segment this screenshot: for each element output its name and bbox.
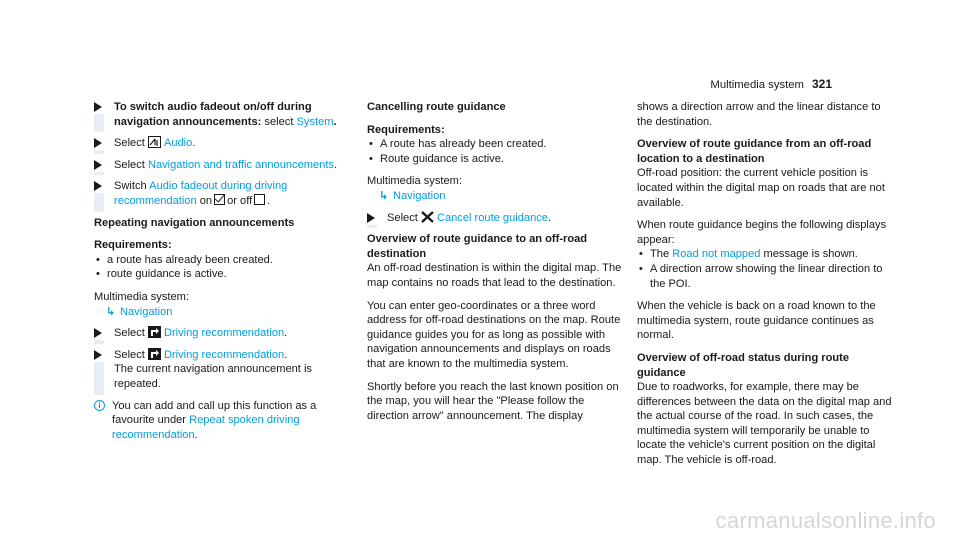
list-item: • a route has already been created. bbox=[96, 253, 273, 266]
section-heading-offroad-location: Overview of route guidance from an off-road location to a destination bbox=[637, 138, 872, 165]
paragraph: Shortly before you reach the last known position on the map, you will hear the "Please follow the direction arrow" announcement. The display bbox=[367, 380, 619, 422]
section-heading-offroad-dest: Overview of route guidance to an off-road destination bbox=[367, 233, 588, 260]
paragraph: Due to roadworks, for example, there may be differences between the data on the digital map and the actual course of the road. In such cases, the multimedia system will temporarily be unable to locate the vehicle's current position on the digital map. The vehicle is off-road. bbox=[637, 381, 892, 467]
column-3 bbox=[637, 100, 899, 468]
step-arrow-icon bbox=[94, 350, 102, 360]
step-arrow-icon bbox=[367, 213, 375, 223]
list-item: • A route has already been created. bbox=[369, 138, 547, 151]
list-item: • Route guidance is active. bbox=[369, 152, 504, 165]
section-heading-offroad-status: Overview of off-road status during route guidance bbox=[637, 351, 850, 379]
step-cancel-route: Select Cancel route guidance. bbox=[367, 211, 625, 226]
driving-recommendation-link-2[interactable]: Driving recommendation bbox=[163, 348, 285, 361]
cancel-route-link[interactable]: Cancel route guidance bbox=[436, 211, 548, 224]
column-1 bbox=[94, 100, 349, 442]
path-arrow-icon: ↳ bbox=[106, 305, 116, 318]
step-arrow-icon bbox=[94, 102, 102, 112]
road-not-mapped-link[interactable]: Road not mapped bbox=[672, 248, 761, 261]
paragraph: An off-road destination is within the digital map. The map contains no roads that lead to the destination. bbox=[367, 262, 622, 289]
info-icon: i bbox=[94, 400, 105, 411]
navigation-link[interactable]: Navigation bbox=[120, 305, 173, 318]
cancel-x-icon bbox=[421, 211, 434, 223]
audio-note-icon bbox=[148, 136, 161, 148]
step-select-driving-rec: Select Driving recommendation. bbox=[94, 326, 349, 341]
step-heading: To switch audio fadeout on/off during navigation announcements: bbox=[114, 101, 312, 128]
repeat-spoken-link[interactable]: Repeat spoken driving recommendation bbox=[112, 414, 300, 441]
watermark: carmanualsonline.info bbox=[715, 508, 936, 533]
paragraph: When route guidance begins the following displays appear: bbox=[637, 219, 887, 246]
navigation-path bbox=[367, 189, 625, 204]
path-arrow-icon: ↳ bbox=[379, 189, 389, 202]
paragraph: shows a direction arrow and the linear distance to the destination. bbox=[637, 101, 881, 128]
paragraph: When the vehicle is back on a road known to the multimedia system, route guidance continues as normal. bbox=[637, 300, 876, 342]
audio-link[interactable]: Audio bbox=[163, 137, 193, 150]
checkbox-on-icon bbox=[214, 194, 225, 205]
page-header bbox=[710, 77, 832, 93]
driving-recommendation-repeat-icon bbox=[148, 348, 161, 360]
step-select-nav-traffic: Select Navigation and traffic announcements. bbox=[94, 158, 349, 173]
requirements-label: Requirements: bbox=[367, 123, 445, 136]
audio-fadeout-link[interactable]: Audio fadeout during driving recommendation bbox=[114, 180, 288, 207]
list-item: • route guidance is active. bbox=[96, 268, 227, 281]
info-note: i You can add and call up this function as a favourite under Repeat spoken driving recommendation. bbox=[94, 399, 349, 443]
step-switch-audio-fadeout: Switch Audio fadeout during driving recommendation on or off . bbox=[94, 179, 349, 208]
section-heading-repeating: Repeating navigation announcements bbox=[94, 216, 295, 229]
multimedia-system-label: Multimedia system: bbox=[94, 290, 189, 303]
navigation-path bbox=[94, 305, 349, 320]
column-2 bbox=[367, 100, 625, 423]
step-arrow-icon bbox=[94, 181, 102, 191]
navigation-link[interactable]: Navigation bbox=[393, 189, 446, 202]
step-arrow-icon bbox=[94, 138, 102, 148]
section-heading-cancelling: Cancelling route guidance bbox=[367, 101, 506, 113]
nav-traffic-link[interactable]: Navigation and traffic announcements bbox=[147, 158, 334, 171]
step-arrow-icon bbox=[94, 160, 102, 170]
step-switch-fadeout: To switch audio fadeout on/off during navigation announcements: select System. bbox=[94, 100, 349, 129]
driving-recommendation-link[interactable]: Driving recommendation bbox=[163, 327, 285, 340]
multimedia-system-label: Multimedia system: bbox=[367, 175, 462, 188]
step-select-audio: Select Audio. bbox=[94, 136, 349, 151]
step-arrow-icon bbox=[94, 328, 102, 338]
driving-recommendation-icon bbox=[148, 326, 161, 338]
section-title: Multimedia system bbox=[710, 79, 804, 91]
requirements-label: Requirements: bbox=[94, 239, 172, 252]
paragraph: You can enter geo-coordinates or a three word address for off-road destinations on the map. Route guidance guides you for as long as possible with navigation announcements and displays on roads that are known to the multimedia system. bbox=[367, 299, 621, 370]
step-result: The current navigation announcement is repeated. bbox=[114, 363, 312, 390]
checkbox-off-icon bbox=[254, 194, 265, 205]
paragraph: Off-road position: the current vehicle position is located within the digital map on roads that are not available. bbox=[637, 167, 885, 209]
system-link[interactable]: System bbox=[296, 115, 334, 128]
step-select-driving-rec-2: Select Driving recommendation. The current navigation announcement is repeated. bbox=[94, 348, 349, 392]
page-number: 321 bbox=[811, 77, 832, 91]
list-item: • The Road not mapped message is shown. bbox=[639, 248, 858, 261]
list-item: • A direction arrow showing the linear direction to the POI. bbox=[639, 262, 883, 290]
